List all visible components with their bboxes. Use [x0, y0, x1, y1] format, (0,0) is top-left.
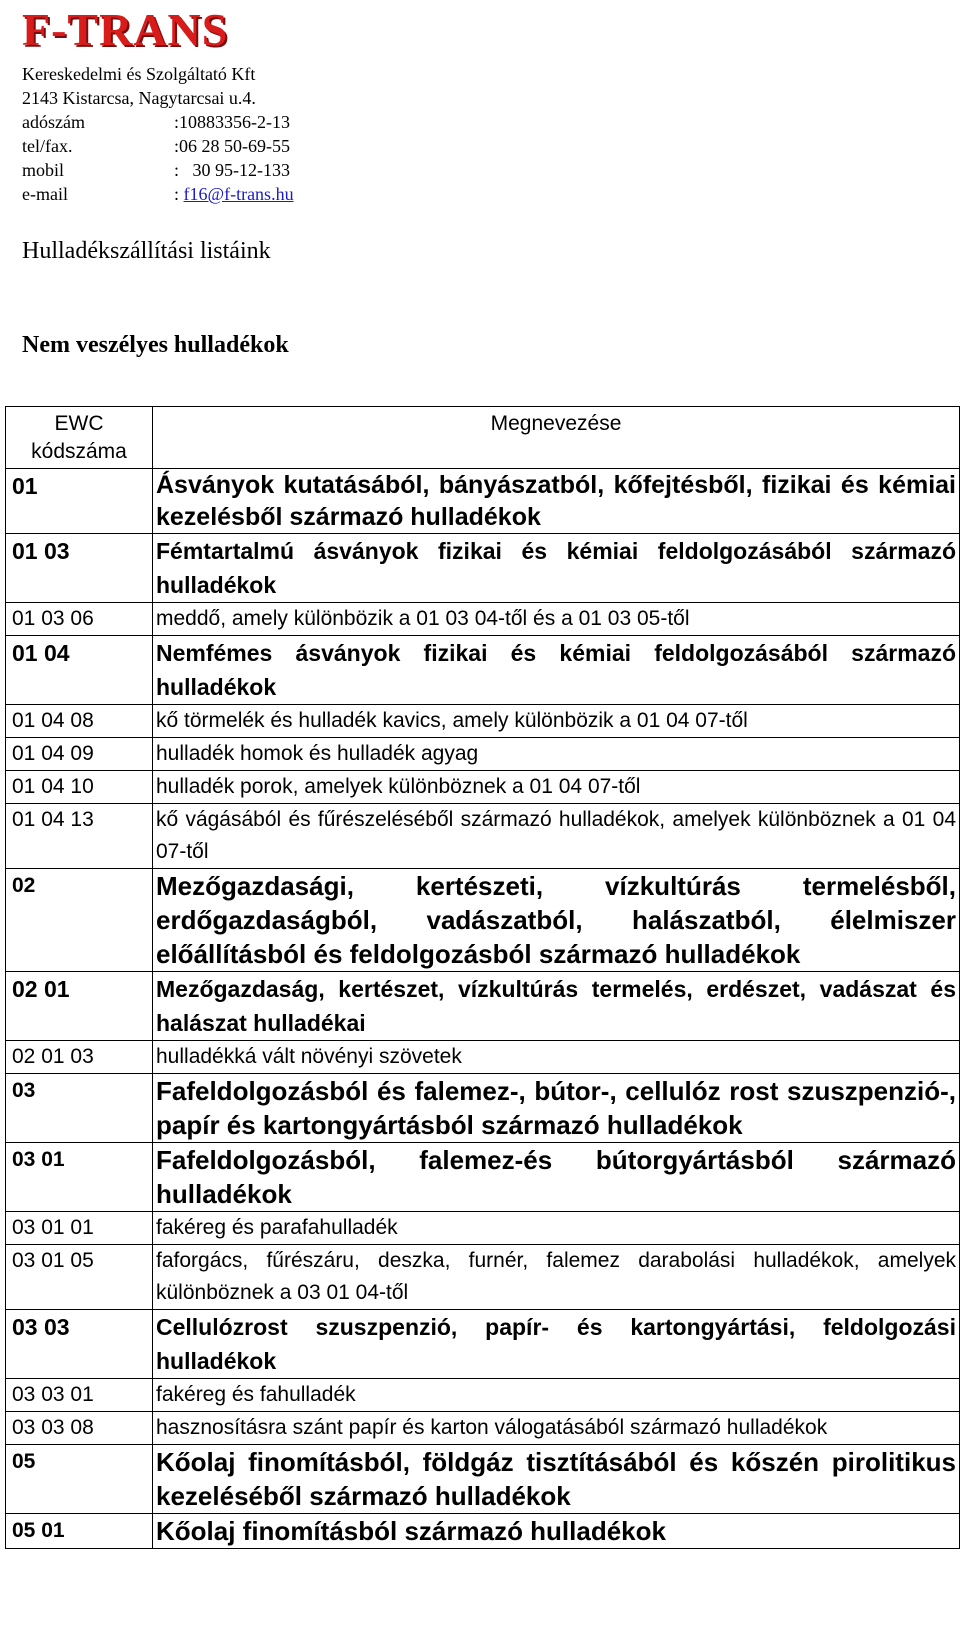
column-header-code: EWC kódszáma	[6, 407, 153, 469]
ewc-code-cell: 03 03 01	[6, 1379, 153, 1412]
waste-name-cell: hulladék homok és hulladék agyag	[153, 738, 960, 771]
email-link[interactable]: f16@f-trans.hu	[183, 184, 294, 204]
waste-name-cell: hulladék porok, amelyek különböznek a 01 04 07-től	[153, 771, 960, 804]
table-body	[6, 469, 960, 1549]
waste-name-cell: Kőolaj finomításból származó hulladékok	[153, 1514, 960, 1549]
table-row	[6, 636, 960, 705]
ewc-code-cell: 02 01	[6, 972, 153, 1041]
table-row	[6, 1514, 960, 1549]
waste-name-cell: Mezőgazdaság, kertészet, vízkultúrás termelés, erdészet, vadászat és halászat hulladékai	[153, 972, 960, 1041]
section-title: Nem veszélyes hulladékok	[22, 332, 289, 358]
ewc-code-cell: 03 03 08	[6, 1412, 153, 1445]
table-row	[6, 603, 960, 636]
tax-number-label: adószám	[22, 112, 85, 132]
table-row	[6, 1412, 960, 1445]
ewc-code-cell: 05 01	[6, 1514, 153, 1549]
table-row	[6, 1212, 960, 1245]
table-row	[6, 1445, 960, 1514]
table-row	[6, 1379, 960, 1412]
table-row	[6, 1074, 960, 1143]
table-row	[6, 1245, 960, 1310]
tax-number-value: :10883356-2-13	[174, 112, 290, 132]
email-label: e-mail	[22, 184, 68, 204]
waste-name-cell: kő törmelék és hulladék kavics, amely különbözik a 01 04 07-től	[153, 705, 960, 738]
waste-name-cell: fakéreg és parafahulladék	[153, 1212, 960, 1245]
waste-name-cell: Kőolaj finomításból, földgáz tisztításából és kőszén pirolitikus kezeléséből származó hulladékok	[153, 1445, 960, 1514]
company-logo: F-TRANS	[22, 4, 229, 55]
waste-name-cell: Cellulózrost szuszpenzió, papír- és kartongyártási, feldolgozási hulladékok	[153, 1310, 960, 1379]
table-row	[6, 469, 960, 534]
ewc-code-cell: 01	[6, 469, 153, 534]
phone-row	[22, 134, 294, 158]
mobile-row	[22, 158, 294, 182]
email-row	[22, 182, 294, 206]
waste-name-cell: hasznosításra szánt papír és karton válogatásából származó hulladékok	[153, 1412, 960, 1445]
company-address: 2143 Kistarcsa, Nagytarcsai u.4.	[22, 88, 256, 108]
table-row	[6, 869, 960, 972]
table-row	[6, 705, 960, 738]
company-info	[22, 62, 294, 206]
company-name: Kereskedelmi és Szolgáltató Kft	[22, 64, 256, 84]
ewc-code-cell: 05	[6, 1445, 153, 1514]
ewc-code-cell: 03 03	[6, 1310, 153, 1379]
ewc-code-cell: 03 01 01	[6, 1212, 153, 1245]
mobile-value: : 30 95-12-133	[174, 160, 290, 180]
ewc-code-cell: 01 04 08	[6, 705, 153, 738]
column-header-name: Megnevezése	[153, 407, 960, 469]
ewc-code-cell: 03	[6, 1074, 153, 1143]
waste-name-cell: hulladékká vált növényi szövetek	[153, 1041, 960, 1074]
ewc-code-cell: 01 03 06	[6, 603, 153, 636]
ewc-code-cell: 01 04 13	[6, 804, 153, 869]
table-row	[6, 534, 960, 603]
waste-name-cell: Fafeldolgozásból és falemez-, bútor-, cellulóz rost szuszpenzió-, papír és kartongyártásból származó hulladékok	[153, 1074, 960, 1143]
ewc-code-cell: 03 01	[6, 1143, 153, 1212]
table-row	[6, 1143, 960, 1212]
phone-value: :06 28 50-69-55	[174, 136, 290, 156]
waste-name-cell: fakéreg és fahulladék	[153, 1379, 960, 1412]
waste-name-cell: kő vágásából és fűrészeléséből származó hulladékok, amelyek különböznek a 01 04 07-től	[153, 804, 960, 869]
tax-number-row	[22, 110, 294, 134]
table-row	[6, 771, 960, 804]
waste-name-cell: meddő, amely különbözik a 01 03 04-től és a 01 03 05-től	[153, 603, 960, 636]
ewc-code-cell: 01 04 10	[6, 771, 153, 804]
ewc-code-cell: 02 01 03	[6, 1041, 153, 1074]
waste-name-cell: Nemfémes ásványok fizikai és kémiai feldolgozásából származó hulladékok	[153, 636, 960, 705]
list-title: Hulladékszállítási listáink	[22, 238, 271, 264]
table-row	[6, 1041, 960, 1074]
table-header-row	[6, 407, 960, 469]
waste-name-cell: Ásványok kutatásából, bányászatból, kőfejtésből, fizikai és kémiai kezelésből származó hulladékok	[153, 469, 960, 534]
ewc-code-cell: 03 01 05	[6, 1245, 153, 1310]
table-row	[6, 1310, 960, 1379]
waste-name-cell: Fafeldolgozásból, falemez-és bútorgyártásból származó hulladékok	[153, 1143, 960, 1212]
waste-name-cell: faforgács, fűrészáru, deszka, furnér, falemez darabolási hulladékok, amelyek különböznek a 03 01 04-től	[153, 1245, 960, 1310]
ewc-code-cell: 01 03	[6, 534, 153, 603]
phone-label: tel/fax.	[22, 136, 73, 156]
table-row	[6, 804, 960, 869]
mobile-label: mobil	[22, 160, 65, 180]
ewc-code-cell: 01 04	[6, 636, 153, 705]
waste-name-cell: Fémtartalmú ásványok fizikai és kémiai feldolgozásából származó hulladékok	[153, 534, 960, 603]
waste-code-table	[5, 406, 960, 1549]
table-row	[6, 738, 960, 771]
table-row	[6, 972, 960, 1041]
email-prefix: :	[174, 184, 184, 204]
ewc-code-cell: 02	[6, 869, 153, 972]
waste-name-cell: Mezőgazdasági, kertészeti, vízkultúrás termelésből, erdőgazdaságból, vadászatból, halászatból, élelmiszer előállításból és feldolgozásból származó hulladékok	[153, 869, 960, 972]
ewc-code-cell: 01 04 09	[6, 738, 153, 771]
